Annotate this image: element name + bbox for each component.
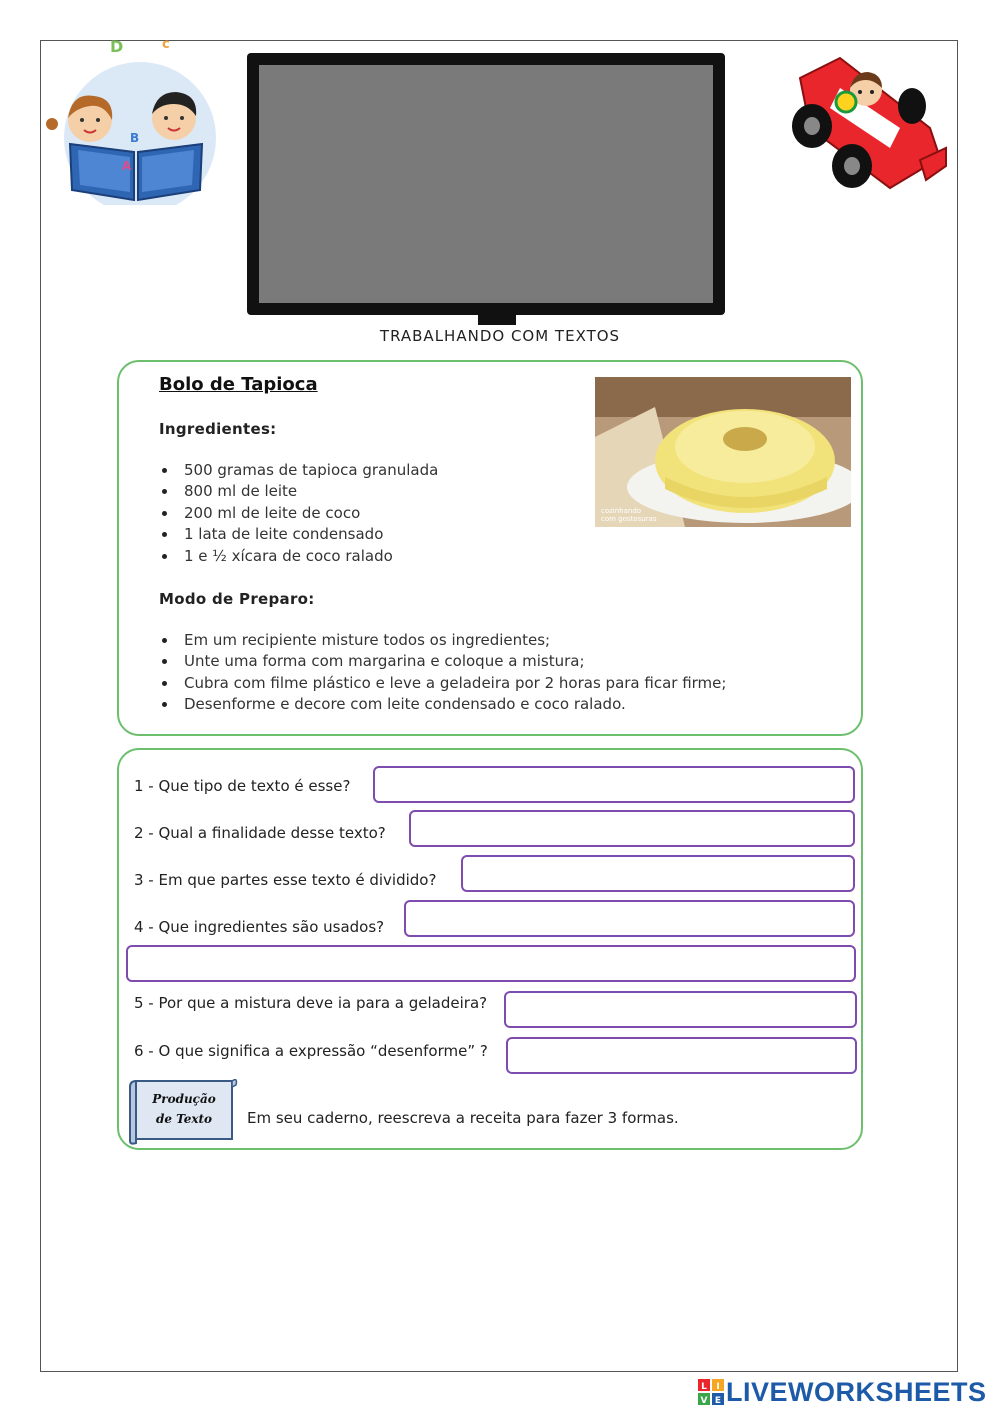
photo-watermark: cozinhando com gostosuras xyxy=(601,507,657,523)
svg-text:c: c xyxy=(162,40,170,52)
video-screen[interactable] xyxy=(259,65,713,303)
tapioca-cake-photo xyxy=(595,377,851,527)
question-2: 2 - Qual a finalidade desse texto? xyxy=(134,824,386,842)
race-car-illustration xyxy=(780,48,950,198)
ingredient-item: 1 e ½ xícara de coco ralado xyxy=(160,546,438,567)
preparation-step: Cubra com filme plástico e leve a geladeira por 2 horas para ficar firme; xyxy=(160,673,726,694)
answer-field-5[interactable] xyxy=(504,991,857,1028)
ingredients-heading: Ingredientes: xyxy=(159,420,277,438)
video-player[interactable] xyxy=(247,53,725,315)
liveworksheets-logo-icon xyxy=(698,1379,724,1405)
svg-text:A: A xyxy=(122,159,132,173)
cake-image xyxy=(595,377,851,527)
badge-line-2: de Texto xyxy=(155,1112,213,1126)
answer-field-1[interactable] xyxy=(373,766,855,803)
recipe-title: Bolo de Tapioca xyxy=(159,374,318,395)
kids-reading-illustration xyxy=(42,40,232,205)
question-6: 6 - O que significa a expressão “desenforme” ? xyxy=(134,1042,488,1060)
text-production-badge xyxy=(128,1075,240,1145)
question-1: 1 - Que tipo de texto é esse? xyxy=(134,777,351,795)
question-3: 3 - Em que partes esse texto é dividido? xyxy=(134,871,437,889)
video-stand xyxy=(478,313,516,325)
ingredient-item: 500 gramas de tapioca granulada xyxy=(160,460,438,481)
answer-field-4b[interactable] xyxy=(126,945,856,982)
answer-field-2[interactable] xyxy=(409,810,855,847)
answer-field-6[interactable] xyxy=(506,1037,857,1074)
question-4: 4 - Que ingredientes são usados? xyxy=(134,918,385,936)
svg-text:B: B xyxy=(130,131,140,145)
ingredient-item: 1 lata de leite condensado xyxy=(160,524,438,545)
liveworksheets-brand[interactable] xyxy=(698,1377,987,1407)
question-5: 5 - Por que a mistura deve ia para a geladeira? xyxy=(134,994,488,1012)
preparation-list xyxy=(160,630,726,716)
preparation-step: Desenforme e decore com leite condensado e coco ralado. xyxy=(160,694,726,715)
ingredient-item: 800 ml de leite xyxy=(160,481,438,502)
svg-text:I: I xyxy=(716,1382,720,1392)
svg-text:V: V xyxy=(700,1396,708,1405)
badge-line-1: Produção xyxy=(152,1092,216,1106)
ingredient-item: 200 ml de leite de coco xyxy=(160,503,438,524)
svg-text:D: D xyxy=(110,40,124,56)
answer-field-3[interactable] xyxy=(461,855,855,892)
svg-text:E: E xyxy=(714,1396,722,1405)
answer-field-4a[interactable] xyxy=(404,900,855,937)
ingredients-list xyxy=(160,460,438,567)
preparation-heading: Modo de Preparo: xyxy=(159,590,315,608)
production-instruction: Em seu caderno, reescreva a receita para fazer 3 formas. xyxy=(247,1109,679,1127)
page-title: TRABALHANDO COM TEXTOS xyxy=(379,327,621,345)
svg-text:L: L xyxy=(701,1382,707,1392)
brand-name: LIVEWORKSHEETS xyxy=(726,1376,987,1407)
preparation-step: Em um recipiente misture todos os ingredientes; xyxy=(160,630,726,651)
preparation-step: Unte uma forma com margarina e coloque a mistura; xyxy=(160,651,726,672)
